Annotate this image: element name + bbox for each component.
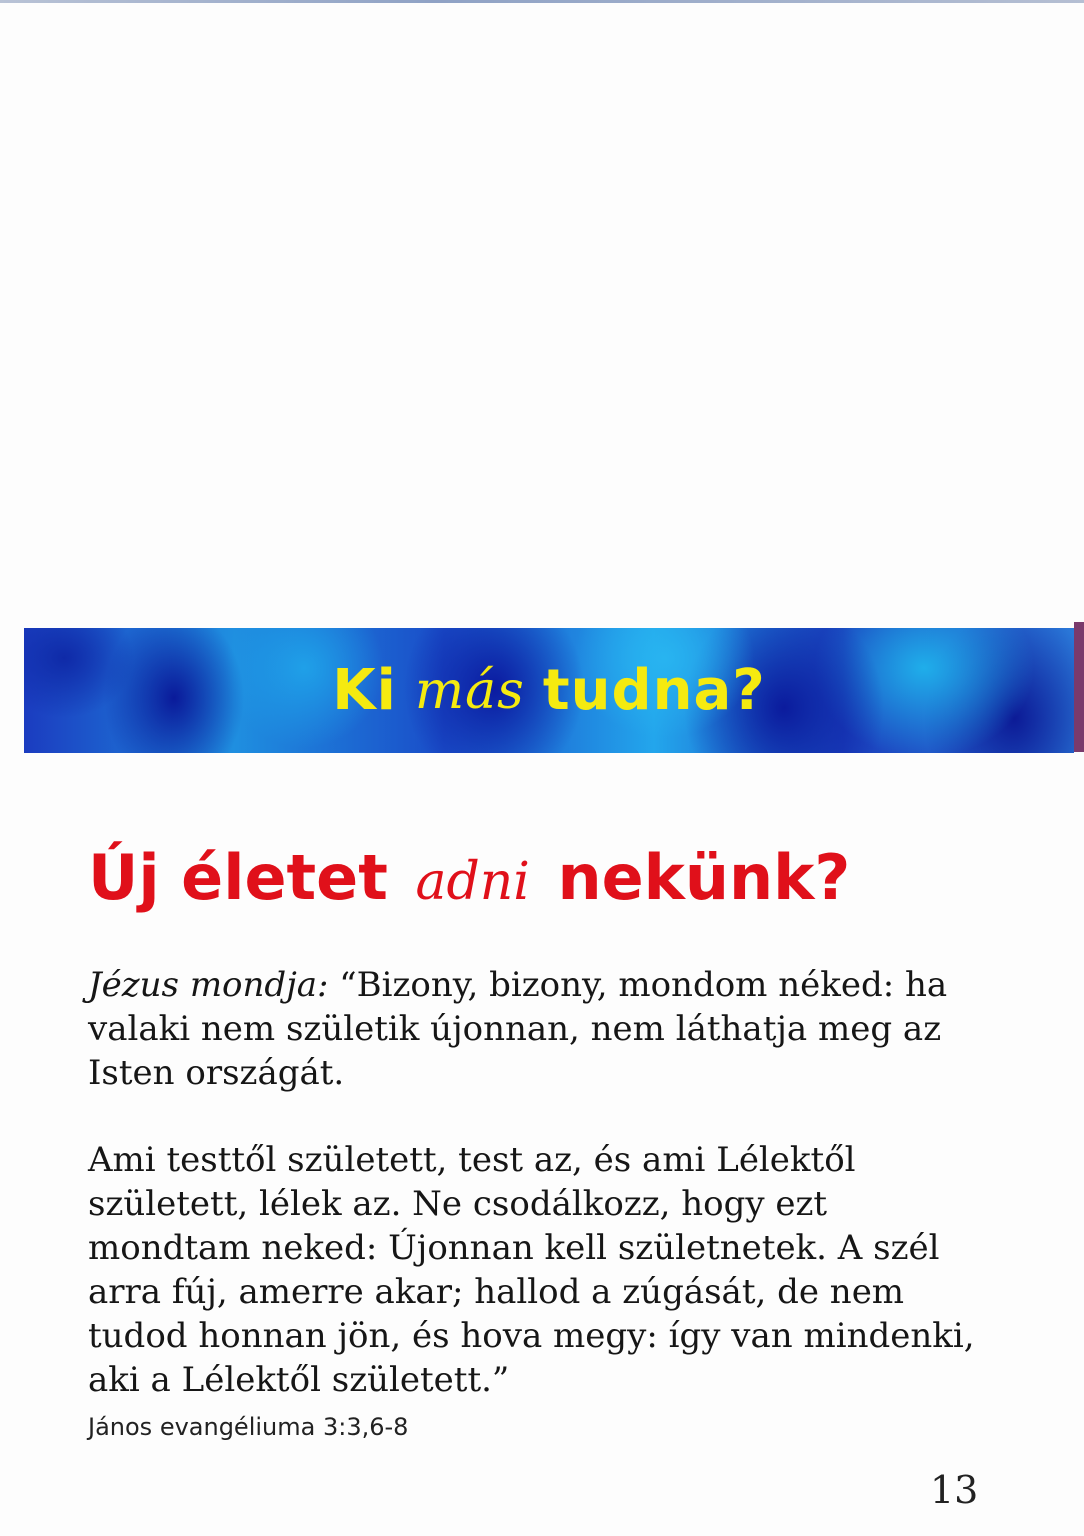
heading-part-1: Új életet	[88, 841, 388, 914]
banner-accent-bar	[1074, 622, 1084, 752]
heading-part-3: nekünk?	[557, 841, 851, 914]
banner-word-tudna: tudna?	[542, 658, 766, 723]
page-heading	[88, 838, 850, 922]
quote-paragraph-1	[88, 963, 988, 1095]
top-edge-line	[0, 0, 1084, 3]
quote-speaker: Jézus mondja:	[88, 965, 329, 1005]
scripture-reference: János evangéliuma 3:3,6-8	[88, 1413, 409, 1441]
quote-text-1: “Bizony, bizony, mondom néked: ha valaki nem születik újonnan, nem láthatja meg az Isten országát.	[88, 965, 948, 1093]
title-banner	[24, 628, 1074, 753]
heading-part-2: adni	[415, 852, 530, 912]
banner-title	[24, 628, 1074, 753]
page-number: 13	[930, 1468, 979, 1512]
quote-paragraph-2: Ami testtől született, test az, és ami Lélektől született, lélek az. Ne csodálkozz, hogy ezt mondtam neked: Újonnan kell születnetek. A szél arra fúj, amerre akar; hallod a zúgását, de nem tudod honnan jön, és hova megy: így van mindenki, aki a Lélektől született.”	[88, 1140, 975, 1400]
banner-word-mas: más	[414, 660, 525, 721]
banner-word-ki: Ki	[332, 658, 397, 723]
